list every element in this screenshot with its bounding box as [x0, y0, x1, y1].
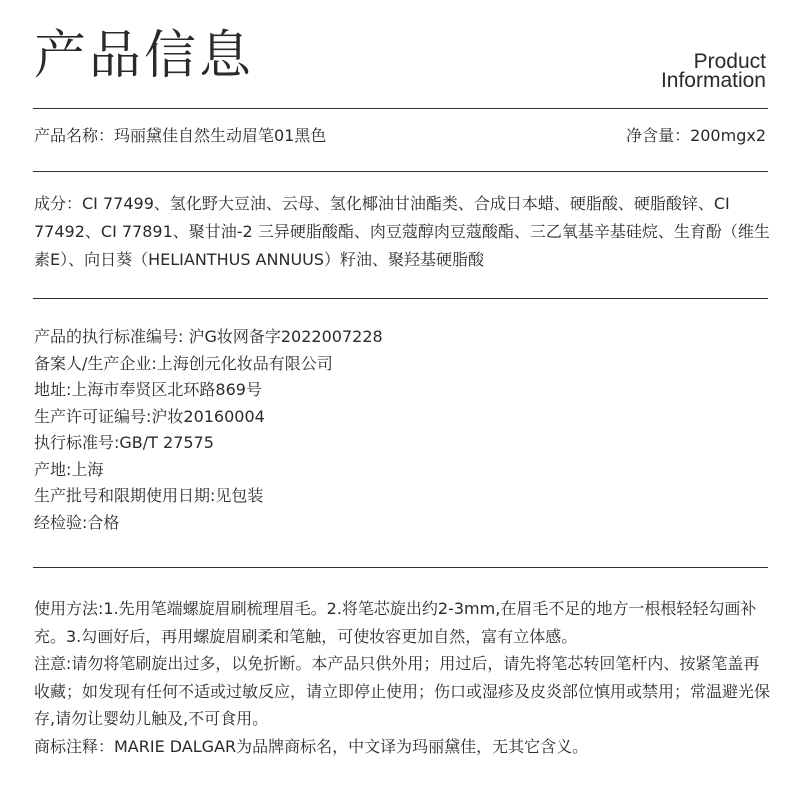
product-name-row: [34, 124, 768, 148]
info-line: 生产许可证编号:沪妆20160004: [34, 406, 265, 426]
info-line: 产品的执行标准编号: 沪G妆网备字2022007228: [34, 327, 383, 346]
divider: [33, 108, 768, 109]
info-line: 执行标准号:GB/T 27575: [34, 433, 214, 452]
info-line: 地址:上海市奉贤区北环路869号: [34, 380, 262, 399]
header: [0, 0, 800, 108]
page-title: 产品信息: [34, 26, 255, 86]
usage-method: 使用方法:1.先用笔端螺旋眉刷梳理眉毛。2.将笔芯旋出约2-3mm,在眉毛不足的地方一根根轻轻勾画补充。3.勾画好后，再用螺旋眉刷柔和笔触，可使妆容更加自然，富有立体感。: [34, 599, 757, 646]
info-line: 经检验:合格: [34, 512, 120, 532]
divider: [33, 567, 768, 568]
title-en-line1: Product: [693, 50, 766, 73]
divider: [33, 171, 768, 172]
usage-section: [34, 595, 770, 760]
product-name: 产品名称：玛丽黛佳自然生动眉笔01黑色: [34, 126, 327, 145]
info-line: 产地:上海: [34, 459, 104, 479]
usage-caution: 注意:请勿将笔刷旋出过多，以免折断。本产品只供外用；用过后，请先将笔芯转回笔杆内、按紧笔盖再收藏；如发现有任何不适或过敏反应，请立即停止使用；伤口或湿疹及皮炎部位慎用或禁用；常温避光保存,请勿让婴幼儿触及,不可食用。: [34, 654, 771, 728]
trademark-note: 商标注释：MARIE DALGAR为品牌商标名，中文译为玛丽黛佳，无其它含义。: [34, 736, 589, 756]
info-line: 生产批号和限期使用日期:见包装: [34, 486, 264, 505]
info-line: 备案人/生产企业:上海创元化妆品有限公司: [34, 353, 333, 373]
ingredients: 成分：CI 77499、氢化野大豆油、云母、氢化椰油甘油酯类、合成日本蜡、硬脂酸、硬脂酸锌、CI 77492、CI 77891、聚甘油-2 三异硬脂酸酯、肉豆蔻醇肉豆蔻酸酯、三乙氧基辛基硅烷、生育酚（维生素E）、向日葵（HELIANTHUS ANNUUS）籽油、聚羟基硬脂酸: [34, 194, 770, 269]
divider: [33, 298, 768, 299]
page-title-english: [661, 52, 766, 90]
product-info-list: [34, 324, 770, 536]
net-content: 净含量：200mgx2: [626, 126, 766, 145]
title-en-line2: Information: [660, 69, 766, 92]
